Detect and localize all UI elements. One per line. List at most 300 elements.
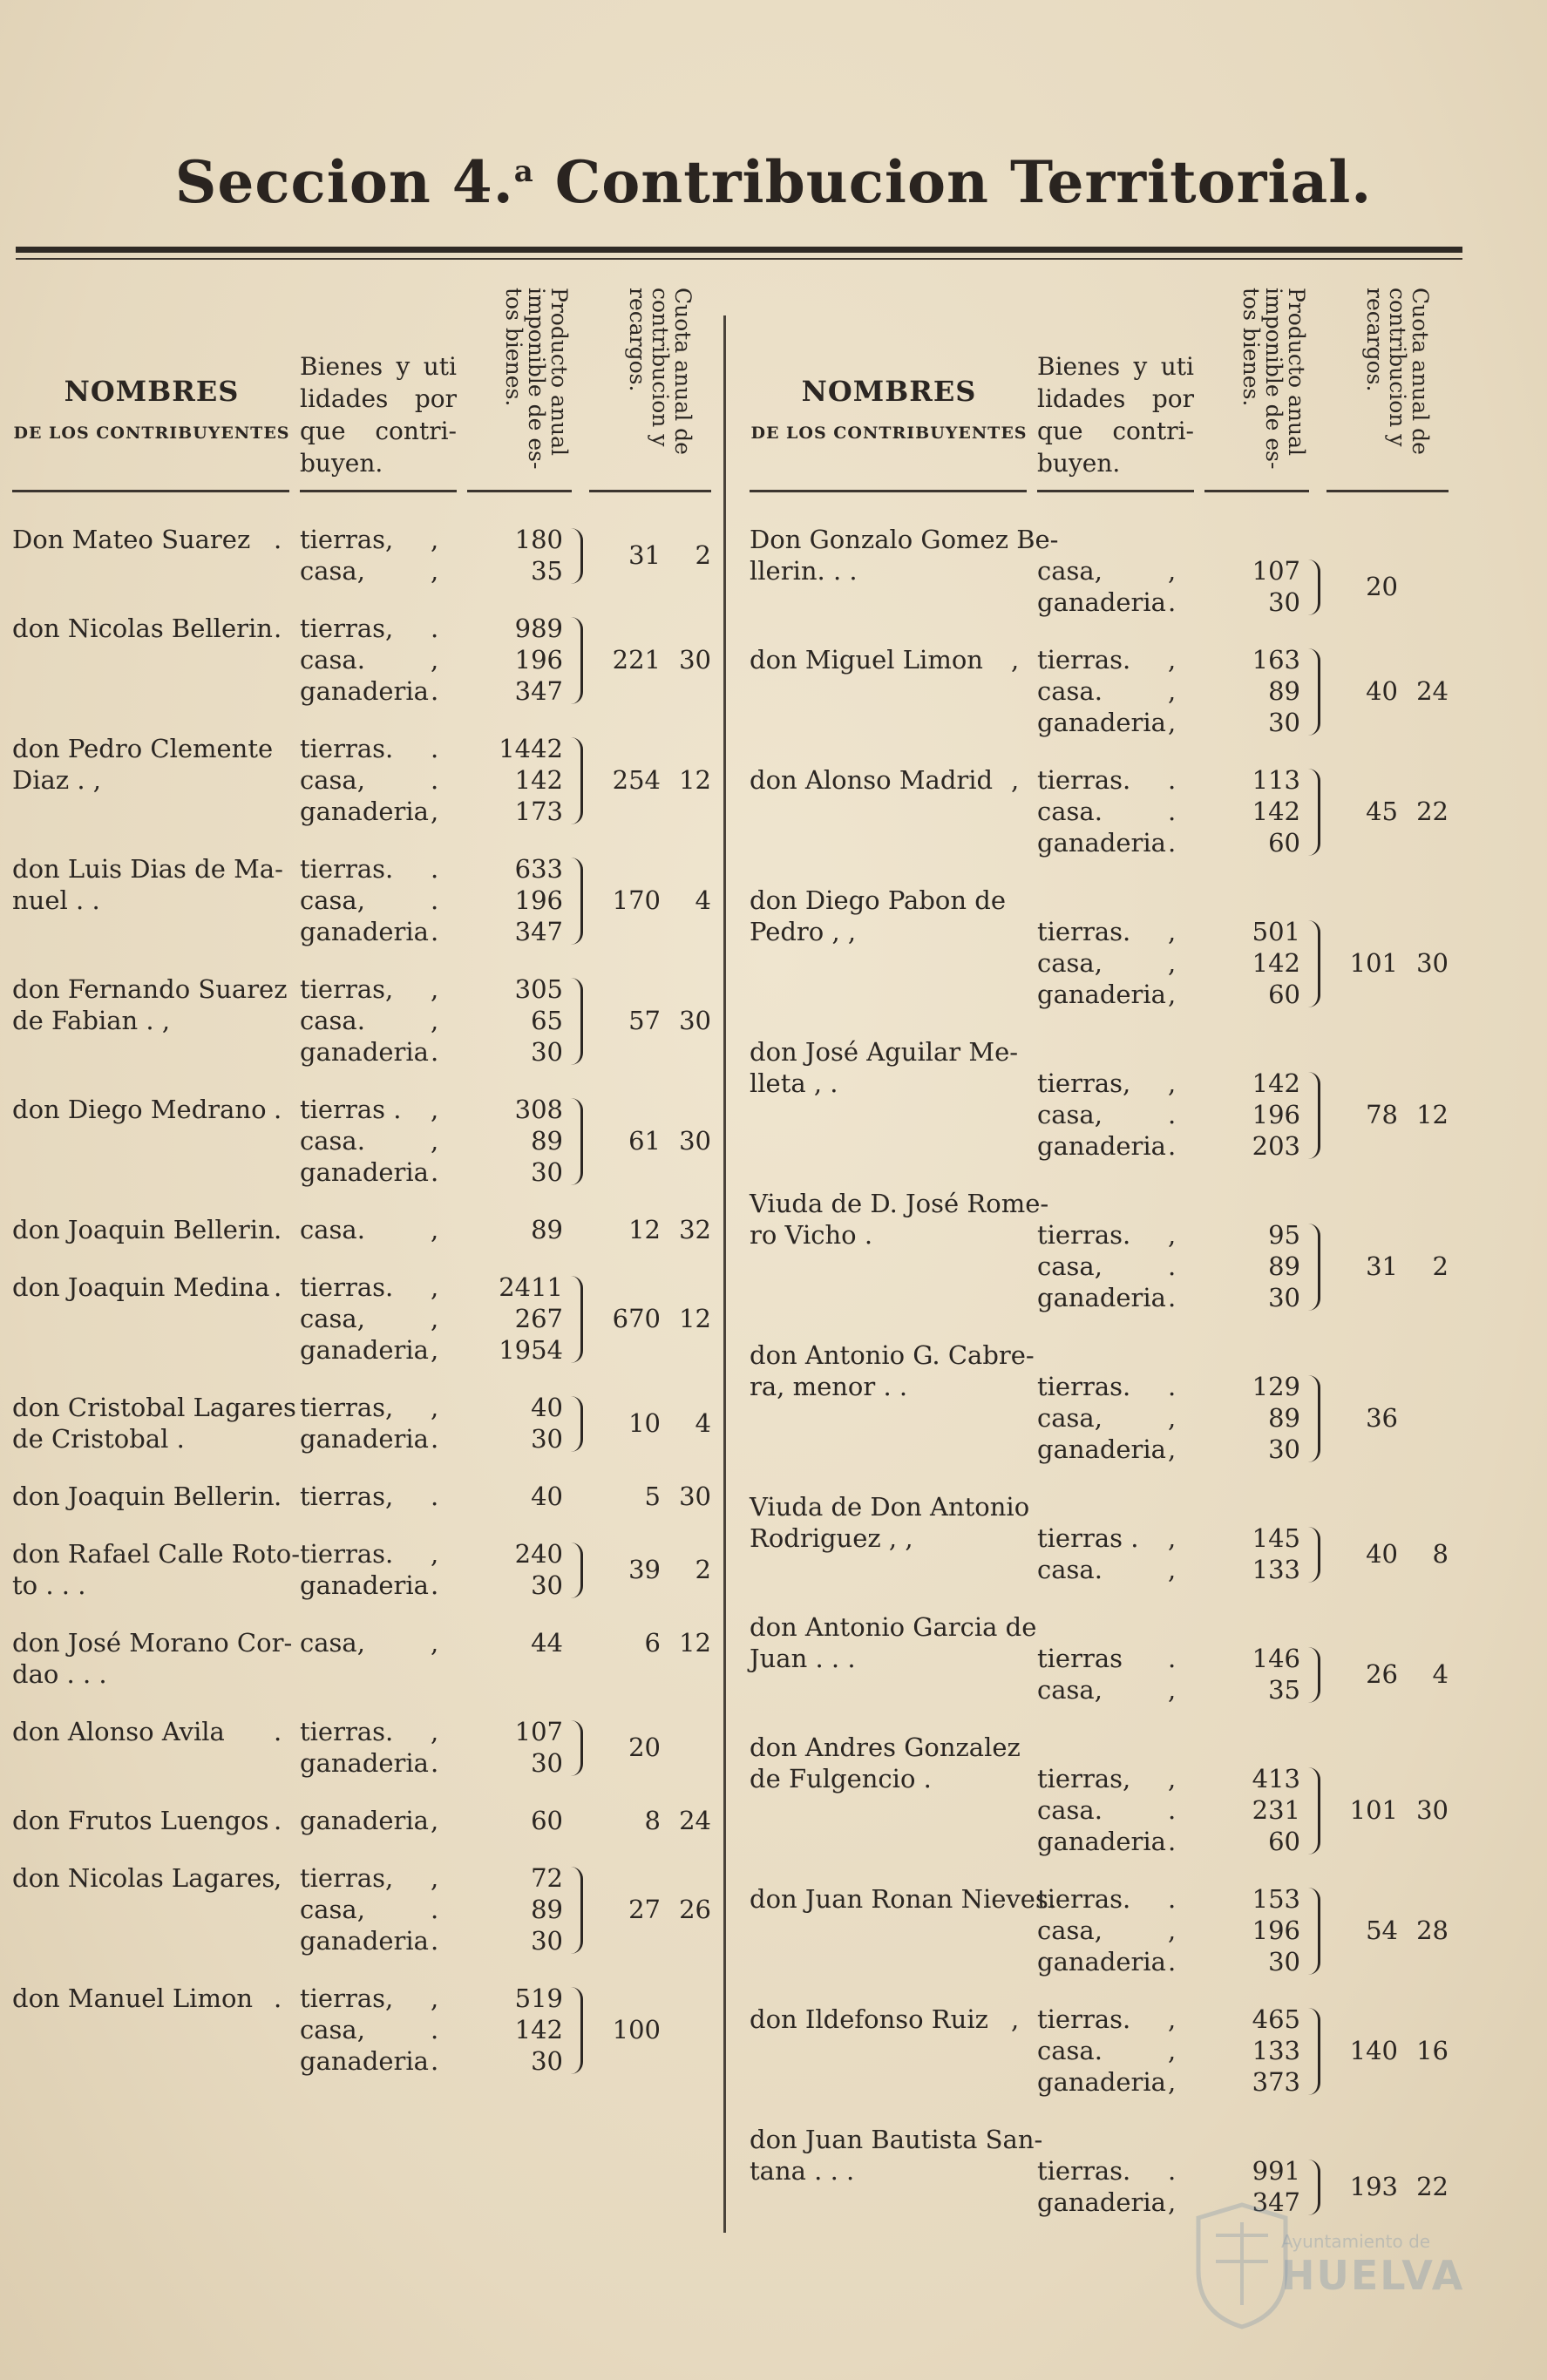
product-value: 173 — [514, 797, 563, 826]
product-value: 35 — [1268, 1675, 1300, 1705]
leader-mark: , — [431, 1628, 439, 1658]
brace-mark — [1302, 559, 1320, 615]
leader-dot: , — [1011, 765, 1020, 795]
header-underline — [589, 490, 711, 492]
leader-dot: . — [274, 1215, 282, 1244]
leader-mark: , — [431, 1215, 439, 1244]
column-divider — [723, 315, 726, 2233]
cuota-reales: 45 — [1366, 797, 1398, 826]
watermark-text: Ayuntamiento de HUELVA — [1281, 2231, 1465, 2299]
contributor-name: Diaz . , — [12, 765, 101, 795]
leader-dot: . — [274, 1717, 282, 1746]
contributor-name: dao . . . — [12, 1659, 107, 1689]
leader-mark: . — [1168, 1283, 1177, 1312]
contributor-name: don Cristobal Lagares — [12, 1393, 296, 1422]
product-value: 60 — [1268, 980, 1300, 1009]
title-rule-thin — [16, 258, 1462, 260]
entry-gap — [12, 1455, 718, 1482]
product-value: 142 — [514, 765, 563, 795]
entry-gap — [12, 1602, 718, 1628]
leader-mark: . — [1168, 1100, 1177, 1129]
cuota-maravedis: 30 — [679, 645, 711, 675]
header-cuota: Cuota anual de contribucion y recargos. — [1362, 288, 1433, 455]
property-type: ganaderia — [300, 1806, 429, 1835]
contributor-name: to . . . — [12, 1570, 86, 1600]
entry-line — [750, 1947, 1455, 1978]
leader-mark: . — [1168, 2156, 1177, 2186]
product-value: 35 — [531, 556, 563, 586]
entry-line — [750, 1492, 1455, 1523]
leader-mark: , — [431, 974, 439, 1004]
cuota-reales: 20 — [628, 1732, 661, 1762]
header-producto: Producto anual imponible de es- tos bienes. — [501, 288, 572, 470]
entry-line — [12, 1659, 718, 1691]
product-value: 133 — [1252, 2036, 1300, 2065]
contributor-name: ro Vicho . — [750, 1220, 873, 1250]
contributor-entry — [12, 1539, 718, 1602]
contributor-entry — [750, 1037, 1455, 1163]
product-value: 30 — [531, 1157, 563, 1187]
contributor-name: Rodriguez , , — [750, 1523, 913, 1553]
cuota-maravedis: 4 — [1432, 1659, 1449, 1689]
product-value: 501 — [1252, 917, 1300, 946]
leader-mark: , — [431, 1126, 439, 1156]
property-type: casa, — [1037, 1251, 1103, 1281]
entry-line — [12, 1863, 718, 1895]
product-value: 267 — [514, 1304, 563, 1333]
leader-mark: . — [431, 1037, 439, 1067]
cuota-reales: 10 — [628, 1408, 661, 1438]
cuota-maravedis: 16 — [1416, 2036, 1449, 2065]
header-names: NOMBRES DE LOS CONTRIBUYENTES — [750, 375, 1028, 443]
property-type: casa, — [1037, 948, 1103, 978]
leader-mark: , — [1168, 1403, 1177, 1433]
contributor-entry — [12, 1095, 718, 1189]
product-value: 30 — [1268, 1434, 1300, 1464]
entry-gap — [750, 619, 1455, 645]
cuota-reales: 20 — [1366, 572, 1398, 601]
contributor-entry — [12, 734, 718, 828]
leader-mark: , — [1168, 2036, 1177, 2065]
product-value: 44 — [531, 1628, 563, 1658]
leader-mark: . — [431, 2015, 439, 2044]
product-value: 180 — [514, 525, 563, 554]
cuota-reales: 31 — [628, 540, 661, 570]
property-type: casa, — [300, 2015, 365, 2044]
product-value: 142 — [1252, 1068, 1300, 1098]
brace-mark — [1302, 1375, 1320, 1462]
cuota-reales: 5 — [644, 1482, 661, 1511]
cuota-maravedis: 8 — [1432, 1539, 1449, 1569]
product-value: 231 — [1252, 1795, 1300, 1825]
brace-mark — [565, 1098, 583, 1185]
contributor-name: de Fulgencio . — [750, 1764, 932, 1793]
entry-gap — [12, 828, 718, 854]
entry-gap — [12, 1068, 718, 1095]
contributor-name: don Manuel Limon — [12, 1983, 254, 2013]
contributor-entry — [750, 765, 1455, 859]
contributor-name: don Ildefonso Ruiz — [750, 2004, 988, 2034]
cuota-reales: 78 — [1366, 1100, 1398, 1129]
property-type: tierras. — [1037, 1220, 1131, 1250]
property-type: ganaderia — [300, 797, 429, 826]
entry-gap — [12, 1189, 718, 1215]
entry-gap — [750, 739, 1455, 765]
product-value: 89 — [531, 1126, 563, 1156]
cuota-reales: 193 — [1349, 2172, 1398, 2201]
entry-line — [750, 1612, 1455, 1644]
brace-mark — [1302, 920, 1320, 1007]
header-cuota: Cuota anual de contribucion y recargos. — [625, 288, 695, 455]
leader-mark: , — [431, 1304, 439, 1333]
property-type: ganaderia — [1037, 708, 1166, 737]
entry-line — [12, 1335, 718, 1366]
property-type: casa. — [300, 1126, 365, 1156]
entry-gap — [12, 1837, 718, 1863]
property-type: casa. — [300, 1215, 365, 1244]
contributor-name: don Joaquin Medina — [12, 1272, 270, 1302]
cuota-reales: 27 — [628, 1895, 661, 1924]
property-type: casa, — [300, 556, 365, 586]
property-type: casa, — [1037, 1916, 1103, 1945]
property-type: ganaderia — [1037, 1827, 1166, 1856]
leader-dot: . — [274, 1482, 282, 1511]
entry-line — [750, 2067, 1455, 2099]
property-type: ganaderia — [300, 2046, 429, 2076]
watermark-seal-icon — [1190, 2200, 1294, 2331]
header-names: NOMBRES DE LOS CONTRIBUYENTES — [13, 375, 290, 443]
header-producto: Producto anual imponible de es- tos bienes. — [1238, 288, 1309, 470]
cuota-maravedis: 12 — [1416, 1100, 1449, 1129]
contributor-entry — [12, 525, 718, 587]
leader-mark: , — [431, 645, 439, 675]
contributor-entry — [12, 854, 718, 948]
entry-gap — [12, 1691, 718, 1717]
leader-mark: , — [1168, 1555, 1177, 1584]
cuota-reales: 101 — [1349, 1795, 1398, 1825]
contributor-name: don Juan Ronan Nieves. — [750, 1884, 1057, 1914]
property-type: casa. — [1037, 2036, 1103, 2065]
leader-mark: , — [1168, 980, 1177, 1009]
entry-line — [750, 1372, 1455, 1403]
property-type: tierras. — [1037, 2156, 1131, 2186]
leader-mark: . — [431, 614, 439, 643]
product-value: 240 — [514, 1539, 563, 1569]
entry-gap — [12, 1366, 718, 1393]
contributor-entry — [12, 1393, 718, 1455]
entry-gap — [12, 2078, 718, 2104]
header-underline — [1204, 490, 1309, 492]
contributor-name: don Andres Gonzalez — [750, 1732, 1021, 1762]
contributor-entry — [750, 1612, 1455, 1706]
property-type: tierras. — [1037, 2004, 1131, 2034]
contributor-entry — [12, 1717, 718, 1780]
leader-mark: , — [431, 556, 439, 586]
brace-mark — [565, 617, 583, 704]
cuota-reales: 6 — [644, 1628, 661, 1658]
property-type: tierras, — [300, 1863, 394, 1893]
contributor-name: don Luis Dias de Ma- — [12, 854, 283, 884]
contributor-entry — [750, 1492, 1455, 1586]
property-type: ganaderia — [300, 1926, 429, 1956]
leader-dot: . — [274, 614, 282, 643]
leader-mark: , — [1168, 645, 1177, 675]
property-type: tierras . — [1037, 1523, 1139, 1553]
property-type: casa, — [300, 765, 365, 795]
product-value: 89 — [1268, 1403, 1300, 1433]
entry-line — [750, 1827, 1455, 1858]
leader-mark: . — [431, 1748, 439, 1778]
entry-gap — [750, 859, 1455, 885]
entry-line — [750, 1131, 1455, 1163]
leader-mark: , — [1168, 556, 1177, 586]
contributor-name: don Joaquin Bellerin — [12, 1215, 275, 1244]
leader-mark: . — [431, 2046, 439, 2076]
property-type: ganaderia — [300, 1157, 429, 1187]
product-value: 196 — [1252, 1100, 1300, 1129]
entry-line — [750, 765, 1455, 797]
entry-line — [12, 917, 718, 948]
leader-mark: . — [431, 1424, 439, 1454]
entry-gap — [12, 1780, 718, 1806]
product-value: 89 — [1268, 676, 1300, 706]
property-type: tierras. — [300, 1539, 394, 1569]
leader-mark: , — [1168, 2004, 1177, 2034]
product-value: 30 — [1268, 1947, 1300, 1977]
entry-gap — [12, 587, 718, 614]
property-type: ganaderia — [300, 1335, 429, 1365]
leader-mark: , — [431, 1095, 439, 1124]
property-type: tierras, — [1037, 1764, 1131, 1793]
product-value: 65 — [531, 1006, 563, 1035]
contributor-name: don Diego Pabon de — [750, 885, 1006, 915]
property-type: ganaderia — [300, 676, 429, 706]
leader-mark: , — [1168, 1220, 1177, 1250]
leader-mark: . — [1168, 1131, 1177, 1161]
property-type: ganaderia — [1037, 2187, 1166, 2217]
cuota-maravedis: 30 — [679, 1482, 711, 1511]
property-type: casa. — [1037, 797, 1103, 826]
entry-line — [12, 974, 718, 1006]
leader-mark: . — [1168, 1644, 1177, 1673]
property-type: casa. — [1037, 1555, 1103, 1584]
contributor-entry — [12, 1628, 718, 1691]
header-underline — [12, 490, 289, 492]
leader-mark: , — [1168, 1434, 1177, 1464]
property-type: ganaderia — [1037, 828, 1166, 858]
contributor-name: lleta , . — [750, 1068, 838, 1098]
entry-line — [750, 2004, 1455, 2036]
leader-mark: . — [431, 917, 439, 946]
contributor-entry — [750, 1884, 1455, 1978]
entry-gap — [750, 1314, 1455, 1340]
leader-dot: . — [274, 1983, 282, 2013]
entry-line — [12, 1095, 718, 1126]
product-value: 347 — [514, 917, 563, 946]
leader-mark: , — [431, 525, 439, 554]
leader-mark: , — [431, 1335, 439, 1365]
title-rule-thick — [16, 247, 1462, 253]
leader-mark: . — [431, 734, 439, 763]
contributor-name: ra, menor . . — [750, 1372, 908, 1401]
contributor-name: Viuda de Don Antonio — [750, 1492, 1030, 1522]
entry-line — [750, 1884, 1455, 1916]
contributor-entry — [12, 1806, 718, 1837]
product-value: 60 — [1268, 828, 1300, 858]
contributor-entry — [750, 885, 1455, 1011]
leader-mark: . — [431, 1157, 439, 1187]
product-value: 142 — [1252, 948, 1300, 978]
product-value: 989 — [514, 614, 563, 643]
leader-dot: , — [1011, 2004, 1020, 2034]
brace-mark — [1302, 1888, 1320, 1975]
property-type: casa, — [300, 1628, 365, 1658]
entry-line — [750, 1220, 1455, 1251]
leader-dot: . — [274, 525, 282, 554]
entry-line — [750, 1068, 1455, 1100]
property-type: tierras. — [1037, 1372, 1131, 1401]
cuota-reales: 100 — [612, 2015, 661, 2044]
product-value: 30 — [1268, 587, 1300, 617]
product-value: 72 — [531, 1863, 563, 1893]
property-type: casa. — [1037, 676, 1103, 706]
entry-line — [750, 1340, 1455, 1372]
property-type: tierras — [1037, 1644, 1123, 1673]
cuota-reales: 8 — [644, 1806, 661, 1835]
product-value: 347 — [1252, 2187, 1300, 2217]
entry-line — [750, 1189, 1455, 1220]
entry-line — [12, 1157, 718, 1189]
header-underline — [467, 490, 572, 492]
brace-mark — [565, 528, 583, 584]
product-value: 30 — [531, 2046, 563, 2076]
entry-gap — [750, 1586, 1455, 1612]
leader-dot: , — [274, 1863, 282, 1893]
cuota-reales: 31 — [1366, 1251, 1398, 1281]
entry-gap — [750, 1011, 1455, 1037]
entry-gap — [750, 1706, 1455, 1732]
cuota-reales: 26 — [1366, 1659, 1398, 1689]
entry-line — [750, 2125, 1455, 2156]
contributor-name: don Juan Bautista San- — [750, 2125, 1043, 2154]
brace-mark — [565, 1543, 583, 1598]
product-value: 163 — [1252, 645, 1300, 675]
property-type: ganaderia — [300, 1037, 429, 1067]
entry-line — [12, 734, 718, 765]
brace-mark — [1302, 1767, 1320, 1855]
entry-line — [750, 828, 1455, 859]
cuota-maravedis: 12 — [679, 1628, 711, 1658]
leader-mark: , — [431, 1272, 439, 1302]
leader-mark: . — [431, 854, 439, 884]
contributor-name: don José Aguilar Me- — [750, 1037, 1019, 1067]
contributor-name: de Fabian . , — [12, 1006, 171, 1035]
leader-mark: , — [1168, 1523, 1177, 1553]
brace-mark — [1302, 1527, 1320, 1583]
cuota-maravedis: 30 — [1416, 1795, 1449, 1825]
entry-gap — [12, 1513, 718, 1539]
cuota-maravedis: 12 — [679, 1304, 711, 1333]
product-value: 196 — [1252, 1916, 1300, 1945]
contributor-name: tana . . . — [750, 2156, 855, 2186]
product-value: 30 — [531, 1424, 563, 1454]
contributor-name: don Joaquin Bellerin — [12, 1482, 275, 1511]
entry-gap — [12, 1957, 718, 1983]
product-value: 413 — [1252, 1764, 1300, 1793]
entry-gap — [750, 1163, 1455, 1189]
product-value: 30 — [531, 1037, 563, 1067]
entry-line — [750, 1732, 1455, 1764]
brace-mark — [1302, 769, 1320, 856]
property-type: ganaderia — [1037, 1434, 1166, 1464]
contributor-name: nuel . . — [12, 885, 100, 915]
property-type: casa, — [1037, 1675, 1103, 1705]
leader-mark: , — [1168, 676, 1177, 706]
product-value: 1442 — [499, 734, 563, 763]
entry-gap — [750, 1466, 1455, 1492]
leader-mark: , — [1168, 1675, 1177, 1705]
contributor-entry — [12, 614, 718, 708]
entry-line — [12, 676, 718, 708]
leader-mark: , — [431, 1539, 439, 1569]
cuota-reales: 61 — [628, 1126, 661, 1156]
entry-line — [750, 885, 1455, 917]
contributor-name: don Antonio Garcia de — [750, 1612, 1037, 1642]
cuota-reales: 40 — [1366, 1539, 1398, 1569]
contributor-name: don Diego Medrano — [12, 1095, 267, 1124]
header-bienes: Bienes y uti lidades por que contri- buyen. — [300, 352, 457, 478]
right-table — [750, 288, 1455, 2248]
product-value: 30 — [1268, 1283, 1300, 1312]
cuota-maravedis: 4 — [695, 1408, 711, 1438]
property-type: tierras. — [1037, 645, 1131, 675]
contributor-entry — [750, 645, 1455, 739]
entry-line — [750, 708, 1455, 739]
contributor-name: llerin. . . — [750, 556, 858, 586]
leader-mark: . — [431, 676, 439, 706]
property-type: tierras. — [300, 1272, 394, 1302]
leader-mark: , — [1168, 2187, 1177, 2217]
cuota-reales: 57 — [628, 1006, 661, 1035]
property-type: casa. — [300, 1006, 365, 1035]
contributor-name: de Cristobal . — [12, 1424, 185, 1454]
cuota-reales: 140 — [1349, 2036, 1398, 2065]
leader-mark: . — [431, 765, 439, 795]
leader-mark: . — [1168, 587, 1177, 617]
leader-mark: . — [1168, 1884, 1177, 1914]
contributor-name: don Nicolas Bellerin — [12, 614, 273, 643]
leader-dot: . — [274, 1272, 282, 1302]
leader-mark: , — [1168, 1764, 1177, 1793]
product-value: 308 — [514, 1095, 563, 1124]
product-value: 129 — [1252, 1372, 1300, 1401]
brace-mark — [565, 1396, 583, 1452]
entry-line — [12, 1037, 718, 1068]
property-type: tierras, — [1037, 1068, 1131, 1098]
product-value: 373 — [1252, 2067, 1300, 2097]
leader-mark: , — [1168, 708, 1177, 737]
leader-mark: , — [1168, 1068, 1177, 1098]
product-value: 60 — [1268, 1827, 1300, 1856]
cuota-reales: 221 — [612, 645, 661, 675]
product-value: 146 — [1252, 1644, 1300, 1673]
cuota-maravedis: 24 — [679, 1806, 711, 1835]
brace-mark — [565, 1867, 583, 1954]
cuota-maravedis: 30 — [679, 1126, 711, 1156]
property-type: ganaderia — [300, 1424, 429, 1454]
cuota-maravedis: 22 — [1416, 797, 1449, 826]
contributor-entry — [750, 1340, 1455, 1466]
